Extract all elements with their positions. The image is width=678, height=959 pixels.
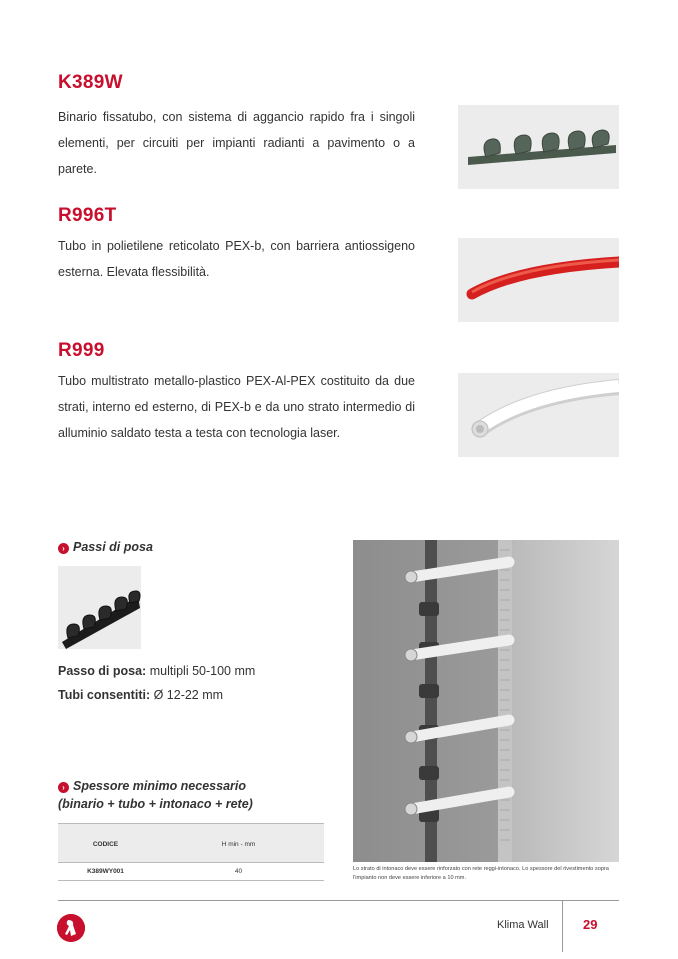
passi-di-posa-title bbox=[58, 538, 153, 556]
spessore-title bbox=[58, 777, 246, 795]
product-r999 bbox=[58, 338, 618, 468]
column-header-hmin: H min - mm bbox=[221, 841, 256, 848]
passo-di-posa-spec bbox=[58, 664, 255, 678]
spec-value: Ø 12-22 mm bbox=[150, 688, 224, 702]
brand-logo-icon bbox=[57, 914, 85, 942]
chevron-right-icon: › bbox=[58, 543, 69, 554]
column-header-codice: CODICE bbox=[92, 841, 119, 848]
red-pipe-icon bbox=[458, 238, 619, 322]
rail-photo bbox=[58, 566, 141, 649]
spec-value: multipli 50-100 mm bbox=[146, 664, 256, 678]
spessore-subtitle: (binario + tubo + intonaco + rete) bbox=[58, 797, 253, 811]
section-title-text: Passi di posa bbox=[73, 540, 153, 554]
section-title-text: Spessore minimo necessario bbox=[73, 779, 246, 793]
cell-hmin: 40 bbox=[234, 868, 243, 875]
spec-label: Tubi consentiti: bbox=[58, 688, 151, 702]
product-r996t bbox=[58, 203, 618, 323]
footer-divider bbox=[58, 900, 619, 901]
rail-clip-icon bbox=[458, 105, 619, 189]
photo-caption: Lo strato di intonaco deve essere rinforzato con rete reggi-intonaco. Lo spessore del rivestimento sopra l'impianto non deve essere inferiore a 10 mm. bbox=[353, 866, 609, 881]
page-number: 29 bbox=[583, 917, 598, 932]
product-description: Tubo multistrato metallo-plastico PEX-Al-PEX costituito da due strati, interno ed esterno, di PEX-b e da uno strato intermedio di alluminio saldato testa a testa con tecnologia laser. bbox=[58, 374, 415, 440]
white-pipe-icon bbox=[458, 373, 619, 457]
tubi-consentiti-spec bbox=[58, 688, 223, 702]
footer-vertical-divider bbox=[562, 900, 563, 952]
cell-codice: K389WY001 bbox=[87, 868, 124, 875]
spessore-table bbox=[58, 823, 324, 881]
table-header bbox=[58, 823, 324, 863]
product-code: K389W bbox=[58, 72, 123, 93]
product-description: Binario fissatubo, con sistema di aggancio rapido fra i singoli elementi, per circuiti per impianti radianti a pavimento o a parete. bbox=[58, 110, 415, 176]
footer-title: Klima Wall bbox=[497, 919, 549, 931]
spec-label: Passo di posa: bbox=[58, 664, 147, 678]
product-code: R999 bbox=[58, 340, 105, 361]
product-code: R996T bbox=[58, 205, 117, 226]
table-row bbox=[58, 863, 324, 881]
wall-installation-photo bbox=[353, 540, 619, 862]
product-k389w bbox=[58, 70, 618, 190]
chevron-right-icon: › bbox=[58, 782, 69, 793]
product-description: Tubo in polietilene reticolato PEX-b, con barriera antiossigeno esterna. Elevata flessibilità. bbox=[58, 239, 415, 279]
